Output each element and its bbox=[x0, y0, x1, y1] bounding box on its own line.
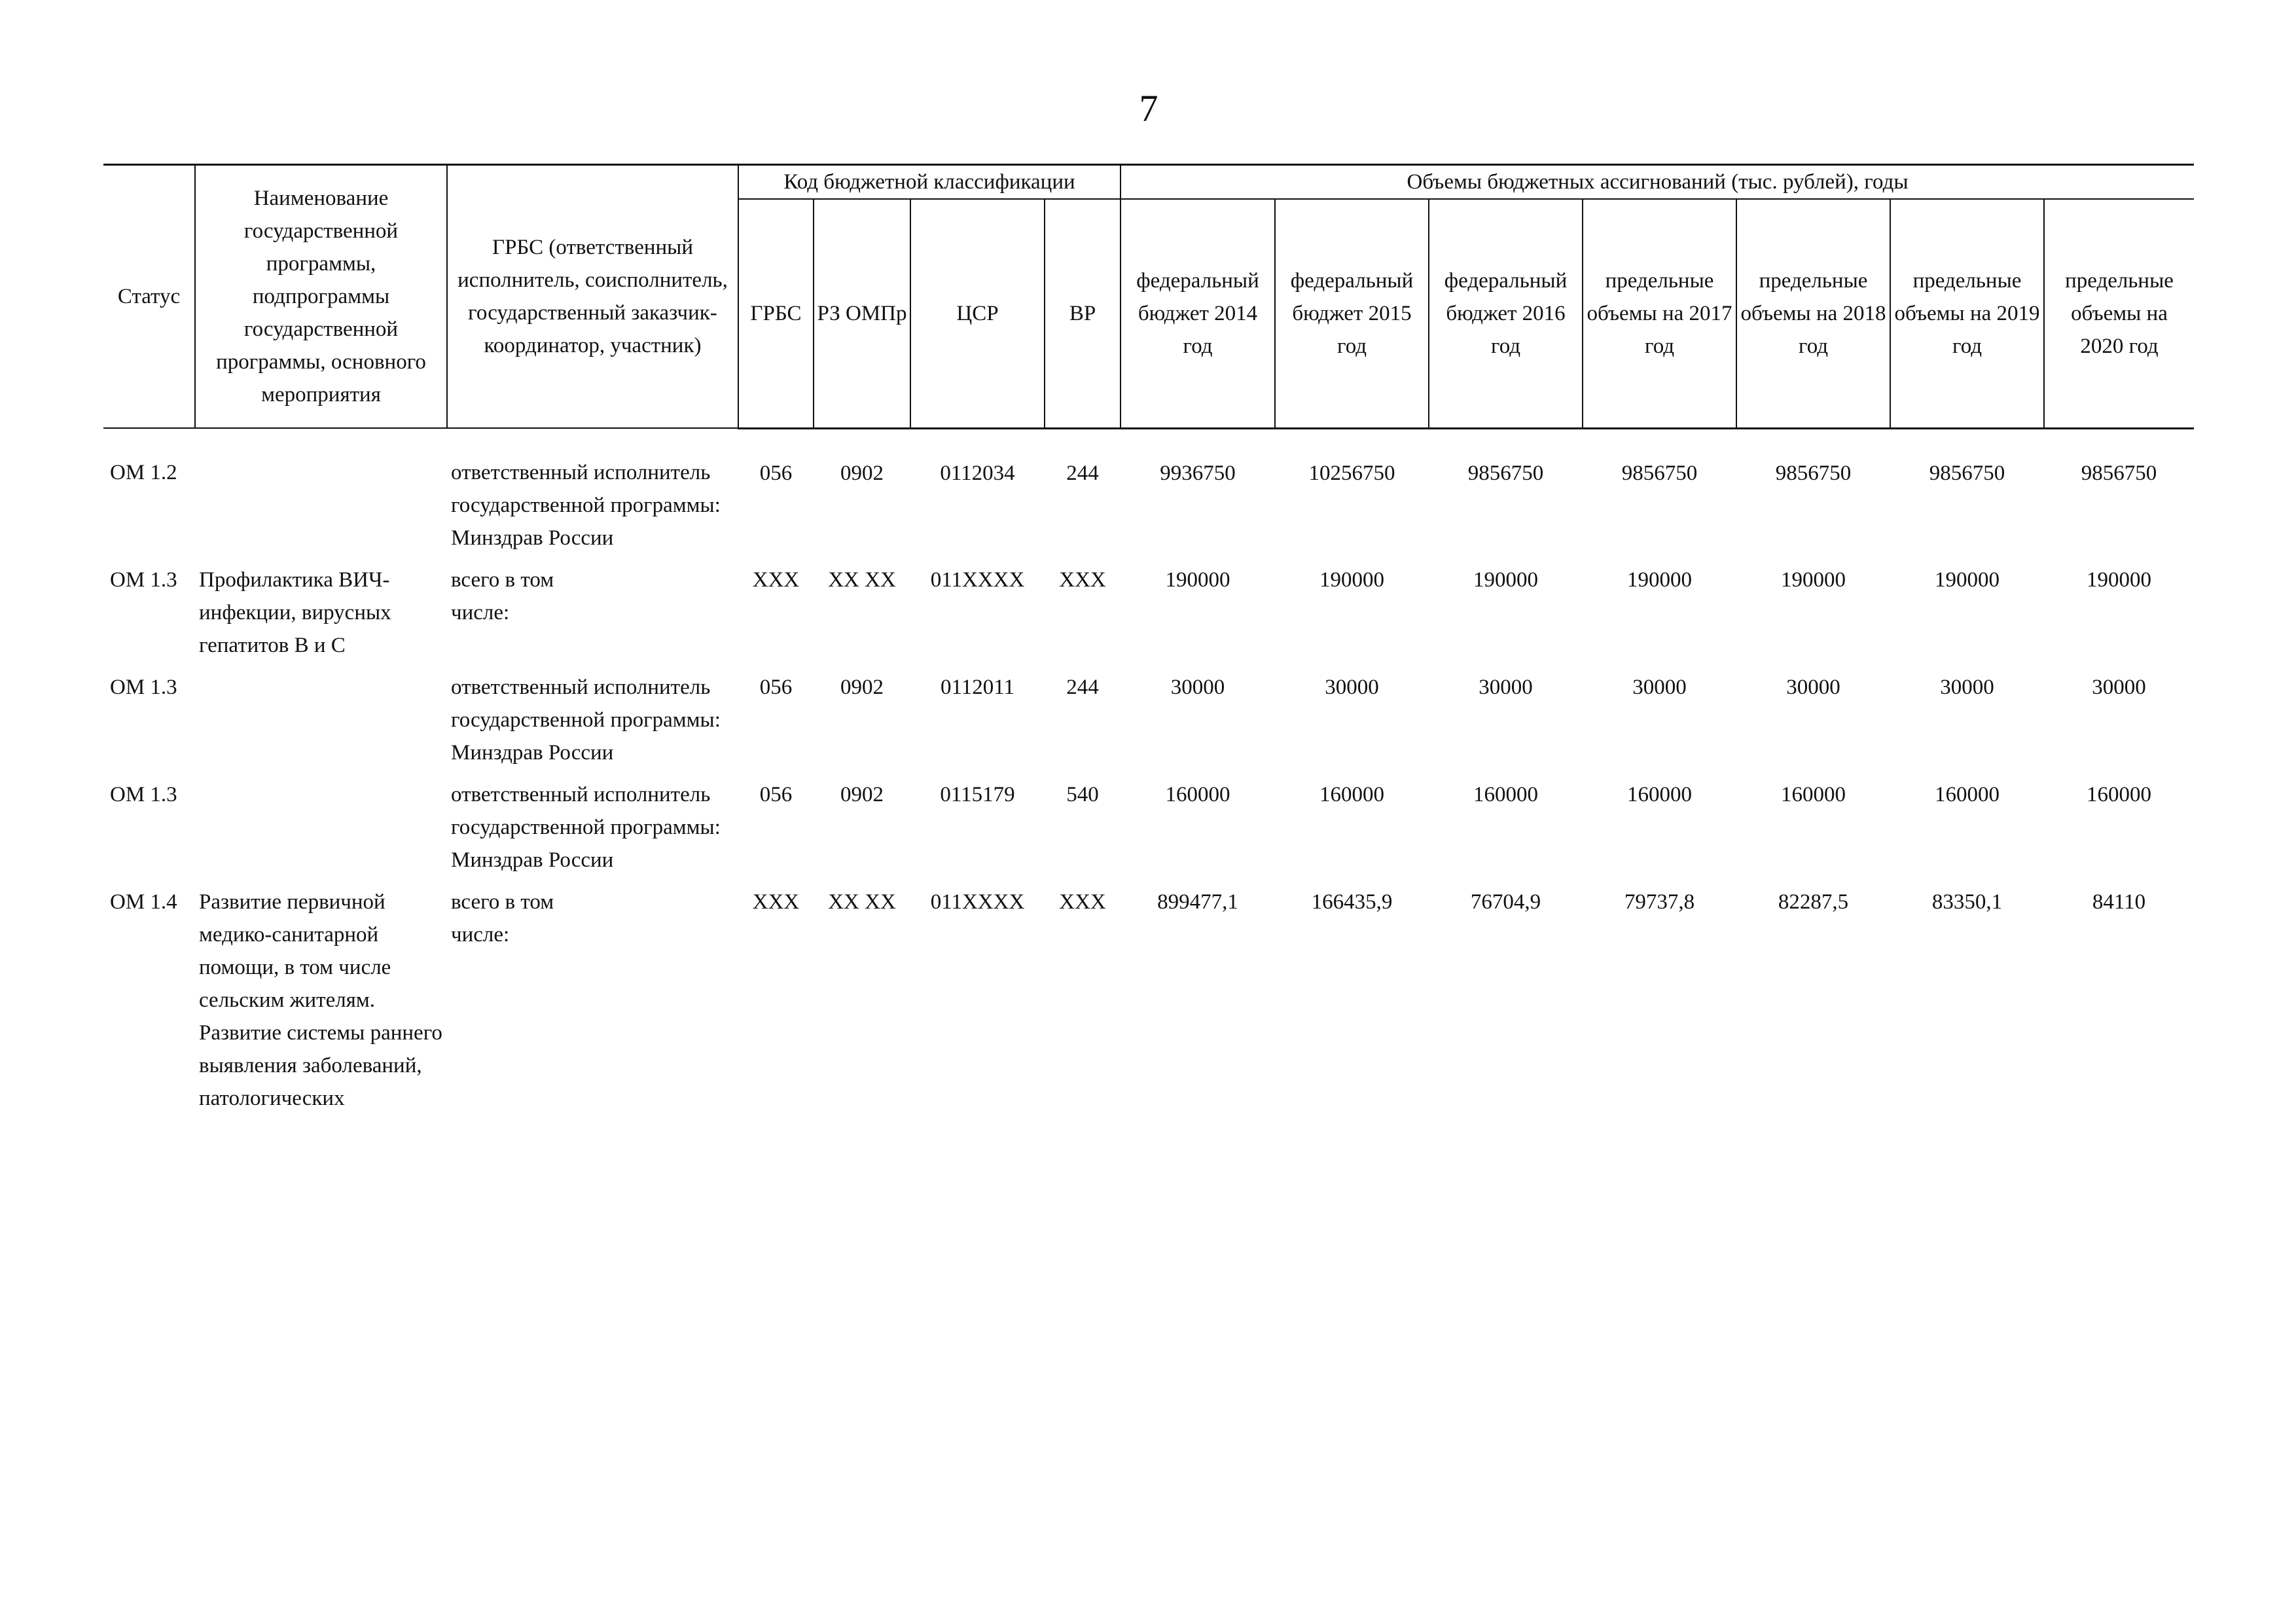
row-value-2017: 79737,8 bbox=[1624, 890, 1695, 914]
header-2018: предельные объемы на 2018 год bbox=[1736, 199, 1890, 428]
row-value-2020: 190000 bbox=[2087, 568, 2152, 592]
row-vr: 540 bbox=[1066, 783, 1099, 806]
row-name bbox=[195, 428, 447, 564]
row-value-2019: 190000 bbox=[1935, 568, 2000, 592]
row-vr: 244 bbox=[1066, 461, 1099, 485]
row-value-2014: 30000 bbox=[1170, 676, 1225, 699]
row-grbs-responsible: всего в том числе: bbox=[451, 568, 554, 624]
row-csr: 0112034 bbox=[940, 461, 1015, 485]
row-value-2014: 190000 bbox=[1165, 568, 1230, 592]
row-value-2017: 160000 bbox=[1627, 783, 1693, 806]
header-2019: предельные объемы на 2019 год bbox=[1890, 199, 2044, 428]
row-grbs-responsible: ответственный исполнитель государственной программы: Минздрав России bbox=[451, 461, 721, 550]
row-value-2015: 160000 bbox=[1319, 783, 1385, 806]
row-status: ОМ 1.2 bbox=[110, 461, 177, 484]
header-name: Наименование государственной программы, подпрограммы государственной программы, основного мероприятия bbox=[195, 165, 447, 429]
row-value-2019: 30000 bbox=[1940, 676, 1994, 699]
header-budget-code: Код бюджетной классификации bbox=[738, 165, 1121, 200]
row-csr: 011XXXX bbox=[930, 568, 1025, 592]
row-value-2014: 899477,1 bbox=[1157, 890, 1238, 914]
row-csr: 011XXXX bbox=[930, 890, 1025, 914]
row-grbs: 056 bbox=[759, 676, 793, 699]
row-status: ОМ 1.3 bbox=[110, 568, 177, 592]
row-value-2019: 160000 bbox=[1935, 783, 2000, 806]
row-value-2018: 82287,5 bbox=[1778, 890, 1849, 914]
header-2017: предельные объемы на 2017 год bbox=[1583, 199, 1736, 428]
row-value-2016: 30000 bbox=[1479, 676, 1533, 699]
row-value-2016: 76704,9 bbox=[1470, 890, 1541, 914]
row-rz: XX XX bbox=[828, 890, 896, 914]
header-vr: ВР bbox=[1045, 199, 1121, 428]
row-vr: XXX bbox=[1059, 568, 1106, 592]
budget-table-container bbox=[103, 164, 2194, 1124]
row-value-2017: 30000 bbox=[1632, 676, 1687, 699]
row-value-2020: 9856750 bbox=[2081, 461, 2157, 485]
row-grbs: XXX bbox=[752, 890, 800, 914]
row-value-2018: 160000 bbox=[1781, 783, 1846, 806]
row-grbs-responsible: ответственный исполнитель государственной программы: Минздрав России bbox=[451, 676, 721, 765]
row-name: Профилактика ВИЧ-инфекции, вирусных гепатитов В и С bbox=[199, 568, 391, 657]
row-value-2015: 166435,9 bbox=[1311, 890, 1393, 914]
header-csr: ЦСР bbox=[910, 199, 1045, 428]
row-value-2020: 160000 bbox=[2087, 783, 2152, 806]
row-value-2018: 190000 bbox=[1781, 568, 1846, 592]
header-grbs-responsible: ГРБС (ответственный исполнитель, соисполнитель, государственный заказчик-координатор, участник) bbox=[447, 165, 738, 429]
row-rz: 0902 bbox=[840, 676, 884, 699]
header-volumes: Объемы бюджетных ассигнований (тыс. рублей), годы bbox=[1121, 165, 2194, 200]
header-status: Статус bbox=[103, 165, 195, 429]
row-value-2019: 9856750 bbox=[1929, 461, 2005, 485]
table-row bbox=[103, 886, 2194, 1124]
row-value-2015: 10256750 bbox=[1308, 461, 1395, 485]
row-grbs: XXX bbox=[752, 568, 800, 592]
header-2015: федеральный бюджет 2015 год bbox=[1275, 199, 1429, 428]
row-vr: 244 bbox=[1066, 676, 1099, 699]
row-csr: 0112011 bbox=[940, 676, 1015, 699]
row-value-2015: 190000 bbox=[1319, 568, 1385, 592]
row-status: ОМ 1.4 bbox=[110, 890, 177, 914]
table-row bbox=[103, 778, 2194, 886]
row-value-2014: 160000 bbox=[1165, 783, 1230, 806]
header-2020: предельные объемы на 2020 год bbox=[2044, 199, 2194, 428]
row-grbs-responsible: ответственный исполнитель государственной программы: Минздрав России bbox=[451, 783, 721, 872]
row-status: ОМ 1.3 bbox=[110, 676, 177, 699]
row-value-2016: 9856750 bbox=[1467, 461, 1544, 485]
header-2016: федеральный бюджет 2016 год bbox=[1429, 199, 1583, 428]
row-grbs: 056 bbox=[759, 461, 793, 485]
row-name bbox=[195, 671, 447, 778]
row-rz: 0902 bbox=[840, 783, 884, 806]
row-vr: XXX bbox=[1059, 890, 1106, 914]
row-value-2020: 30000 bbox=[2092, 676, 2146, 699]
row-grbs-responsible: всего в том числе: bbox=[451, 890, 554, 947]
row-name: Развитие первичной медико-санитарной помощи, в том числе сельским жителям. Развитие системы раннего выявления заболеваний, патологических bbox=[199, 890, 442, 1110]
row-rz: XX XX bbox=[828, 568, 896, 592]
row-value-2019: 83350,1 bbox=[1931, 890, 2003, 914]
row-rz: 0902 bbox=[840, 461, 884, 485]
row-value-2020: 84110 bbox=[2092, 890, 2146, 914]
row-name bbox=[195, 778, 447, 886]
page-number: 7 bbox=[1139, 87, 1158, 130]
table-body bbox=[103, 428, 2194, 1124]
table-row bbox=[103, 428, 2194, 564]
header-2014: федеральный бюджет 2014 год bbox=[1121, 199, 1275, 428]
row-csr: 0115179 bbox=[940, 783, 1015, 806]
row-value-2017: 9856750 bbox=[1621, 461, 1698, 485]
table-row bbox=[103, 671, 2194, 778]
header-grbs: ГРБС bbox=[738, 199, 814, 428]
header-rz: РЗ ОМПр bbox=[814, 199, 910, 428]
row-value-2018: 9856750 bbox=[1775, 461, 1852, 485]
row-value-2017: 190000 bbox=[1627, 568, 1693, 592]
row-grbs: 056 bbox=[759, 783, 793, 806]
row-status: ОМ 1.3 bbox=[110, 783, 177, 806]
row-value-2018: 30000 bbox=[1786, 676, 1840, 699]
row-value-2016: 160000 bbox=[1473, 783, 1539, 806]
table-header bbox=[103, 165, 2194, 429]
row-value-2016: 190000 bbox=[1473, 568, 1539, 592]
table-row bbox=[103, 564, 2194, 671]
budget-table bbox=[103, 164, 2194, 1124]
row-value-2015: 30000 bbox=[1325, 676, 1379, 699]
row-value-2014: 9936750 bbox=[1160, 461, 1236, 485]
